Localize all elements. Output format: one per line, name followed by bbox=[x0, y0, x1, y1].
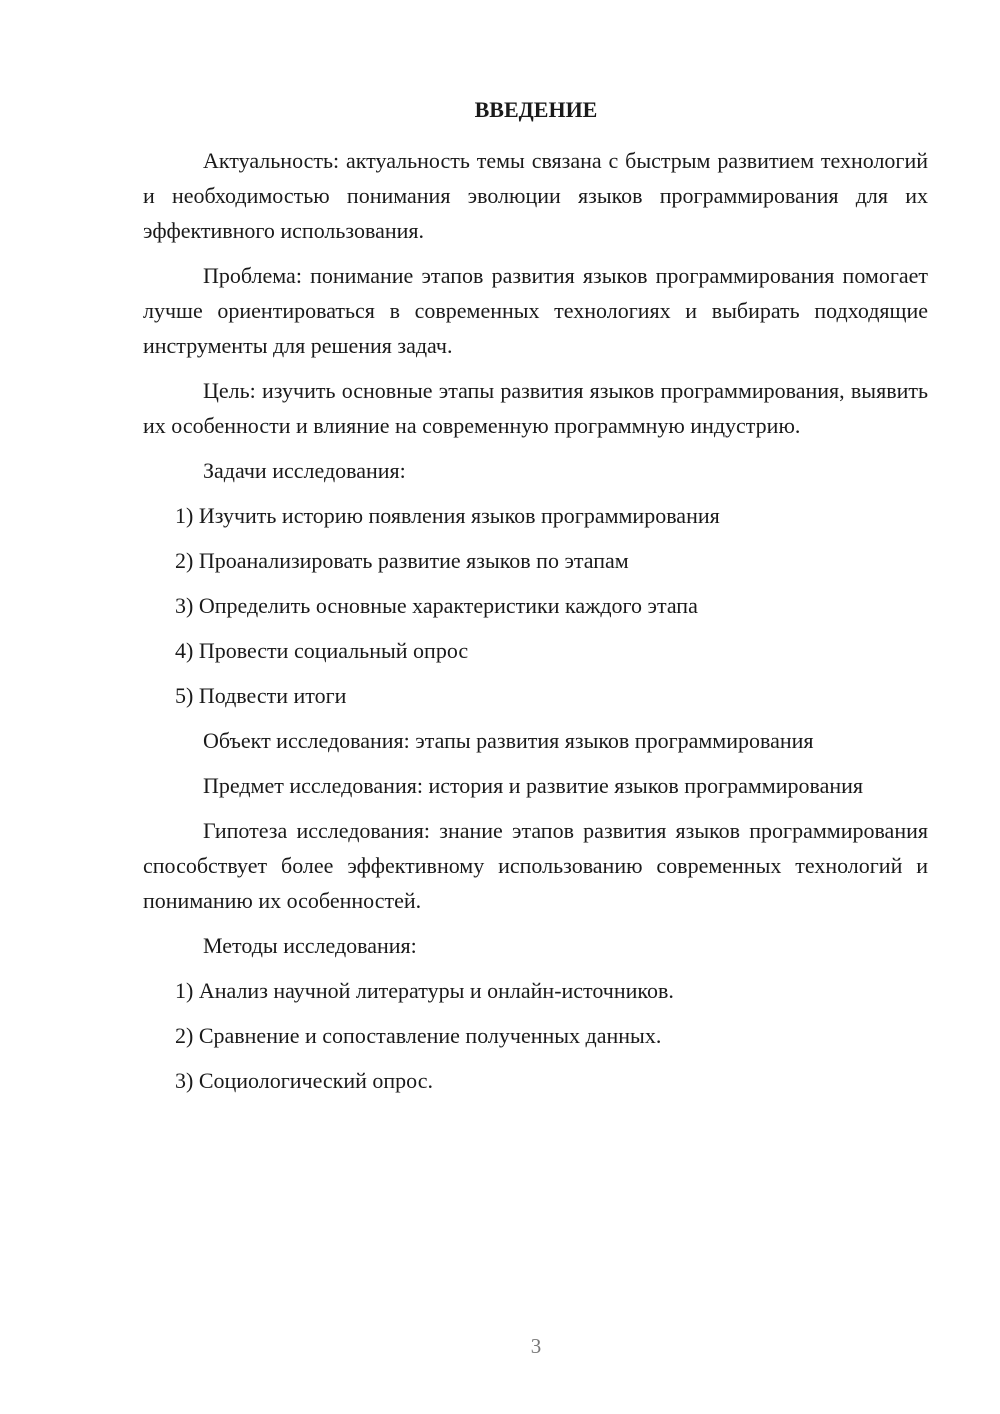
tasks-heading: Задачи исследования: bbox=[203, 458, 406, 483]
task-item: 3) Определить основные характеристики каждого этапа bbox=[175, 593, 698, 618]
methods-heading: Методы исследования: bbox=[203, 933, 417, 958]
method-item: 2) Сравнение и сопоставление полученных данных. bbox=[175, 1023, 662, 1048]
paragraph-problem: Проблема: понимание этапов развития языков программирования помогает лучше ориентироваться в современных технологиях и выбирать подходящие инструменты для решения задач. bbox=[143, 263, 928, 358]
page-number: 3 bbox=[530, 1334, 542, 1358]
task-item: 4) Провести социальный опрос bbox=[175, 638, 469, 663]
document-body bbox=[143, 143, 928, 1108]
methods-list bbox=[143, 973, 928, 1098]
method-item: 1) Анализ научной литературы и онлайн-источников. bbox=[175, 978, 674, 1003]
task-item: 5) Подвести итоги bbox=[175, 683, 347, 708]
task-item: 2) Проанализировать развитие языков по этапам bbox=[175, 548, 629, 573]
paragraph-goal: Цель: изучить основные этапы развития языков программирования, выявить их особенности и влияние на современную программную индустрию. bbox=[143, 378, 928, 438]
paragraph-relevance: Актуальность: актуальность темы связана с быстрым развитием технологий и необходимостью понимания эволюции языков программирования для их эффективного использования. bbox=[143, 148, 928, 243]
tasks-list bbox=[143, 498, 928, 713]
paragraph-object: Объект исследования: этапы развития языков программирования bbox=[203, 728, 814, 753]
paragraph-subject: Предмет исследования: история и развитие языков программирования bbox=[203, 773, 863, 798]
page-title: ВВЕДЕНИЕ bbox=[474, 97, 598, 122]
paragraph-hypothesis: Гипотеза исследования: знание этапов развития языков программирования способствует более эффективному использованию современных технологий и пониманию их особенностей. bbox=[143, 818, 928, 913]
task-item: 1) Изучить историю появления языков программирования bbox=[175, 503, 720, 528]
method-item: 3) Социологический опрос. bbox=[175, 1068, 433, 1093]
